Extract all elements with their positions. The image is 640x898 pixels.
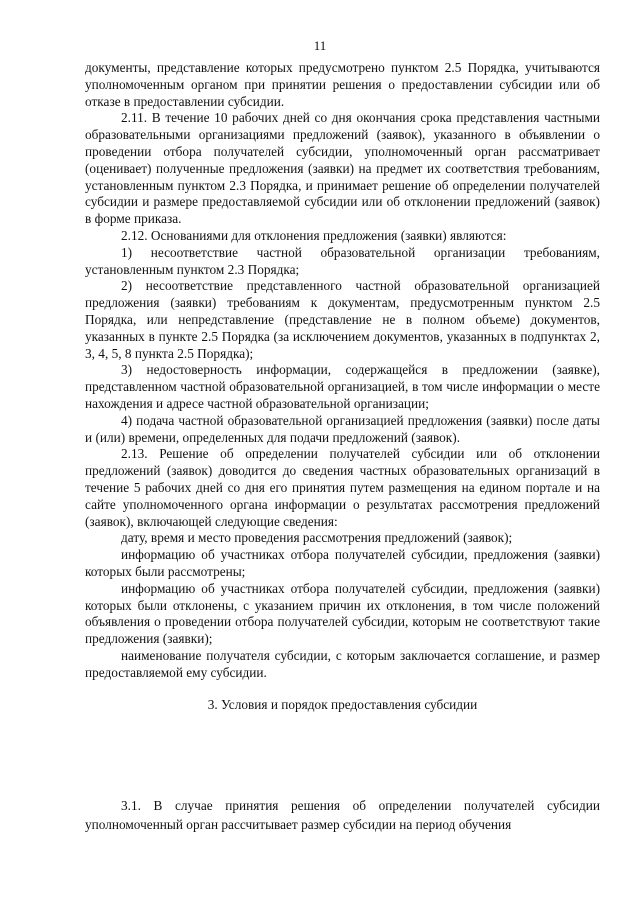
- list-item-4: 4) подача частной образовательной организацией предложения (заявки) после даты и (или) времени, определенных для подачи предложений (заявок).: [85, 412, 600, 445]
- section-heading: 3. Условия и порядок предоставления субсидии: [207, 697, 478, 713]
- paragraph-2-13: 2.13. Решение об определении получателей субсидии или об отклонении предложений (заявок) доводится до сведения частных образовательных организаций в течение 5 рабочих дней со дня его принятия путем размещения на едином портале и на сайте уполномоченного органа информации о результатах рассмотрения предложений (заявок), включающей следующие сведения:: [85, 446, 600, 529]
- info-item-date: дату, время и место проведения рассмотрения предложений (заявок);: [121, 530, 513, 546]
- info-item-reviewed: информацию об участниках отбора получателей субсидии, предложения (заявки) которых были рассмотрены;: [85, 547, 600, 579]
- paragraph-2-11: 2.11. В течение 10 рабочих дней со дня окончания срока представления частными образовательными организациями предложений (заявок), указанного в объявлении о проведении отбора получателей субсидии, уполномоченный орган рассматривает (оценивает) полученные предложения (заявки) на предмет их соответствия требованиям, установленным пунктом 2.3 Порядка, и принимает решение об определении получателей субсидии и размере предоставляемой субсидии или об отклонении предложений (заявок) в форме приказа.: [85, 110, 600, 227]
- list-item-2: 2) несоответствие представленного частной образовательной организацией предложения (заявки) требованиям к документам, предусмотренным пунктом 2.5 Порядка, или непредставление (представление не в полном объеме) документов, указанных в пункте 2.5 Порядка (за исключением документов, указанных в подпунктах 2, 3, 4, 5, 8 пункта 2.5 Порядка);: [85, 278, 600, 361]
- paragraph-2-12: 2.12. Основаниями для отклонения предложения (заявки) являются:: [121, 227, 507, 243]
- page-number: 11: [313, 38, 327, 53]
- list-item-1: 1) несоответствие частной образовательной организации требованиям, установленным пунктом 2.3 Порядка;: [85, 244, 600, 277]
- list-item-3: 3) недостоверность информации, содержащейся в предложении (заявке), представленном частной образовательной организацией, в том числе информации о месте нахождения и адресе частной образовательной организации;: [85, 362, 600, 411]
- info-item-recipient: наименование получателя субсидии, с которым заключается соглашение, и размер предоставляемой ему субсидии.: [85, 647, 600, 680]
- document-body: [85, 60, 600, 730]
- info-item-rejected: информацию об участниках отбора получателей субсидии, предложения (заявки) которых были отклонены, с указанием причин их отклонения, в том числе положений объявления о проведении отбора получателей субсидии, которым не соответствуют такие предложения (заявки);: [85, 580, 600, 647]
- paragraph-continuation: документы, представление которых предусмотрено пунктом 2.5 Порядка, учитываются уполномоченным органом при принятии решения о предоставлении субсидии или об отказе в предоставлении субсидии.: [85, 60, 600, 109]
- paragraph-3-1: 3.1. В случае принятия решения об определении получателей субсидии уполномоченный орган рассчитывает размер субсидии на период обучения: [85, 798, 600, 832]
- section-body: [85, 797, 600, 834]
